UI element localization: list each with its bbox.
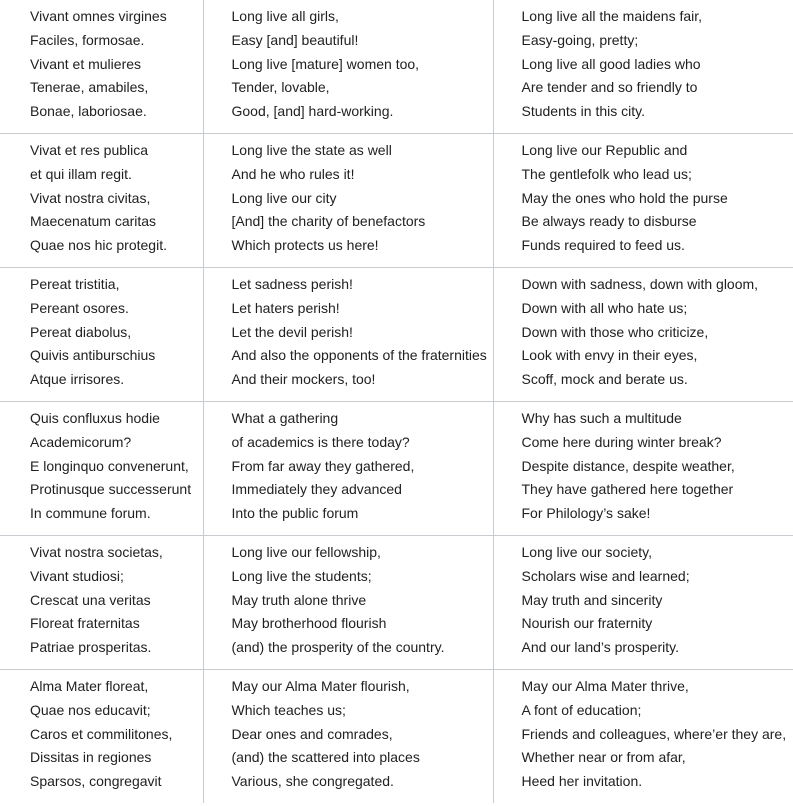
verse-line: Easy-going, pretty; (521, 31, 639, 48)
verse-line: Dissitas in regiones (30, 749, 152, 766)
verse-line: Come here during winter break? (521, 433, 722, 450)
verse-line: Despite distance, despite weather, (521, 457, 735, 474)
verse-line: Long live our city (231, 189, 337, 206)
verse-line: Long live all good ladies who (521, 55, 701, 72)
verse-line: And their mockers, too! (231, 371, 376, 388)
verse-line: Protinusque successerunt (30, 481, 192, 498)
verse-line: Patriae prosperitas. (30, 639, 152, 656)
verse-line: Immediately they advanced (231, 481, 402, 498)
verse-line: Down with sadness, down with gloom, (521, 275, 759, 292)
latin-original-cell (0, 267, 203, 401)
verse-line: They have gathered here together (521, 481, 734, 498)
verse-line: Be always ready to disburse (521, 213, 697, 230)
verse-line: Maecenatum caritas (30, 213, 157, 230)
verse-line: Atque irrisores. (30, 371, 125, 388)
stanza-row (0, 0, 793, 133)
verse-line: And also the opponents of the fraternities (231, 347, 487, 364)
verse-line: Dear ones and comrades, (231, 725, 393, 742)
literal-translation-cell (203, 133, 493, 267)
verse-line: [And] the charity of benefactors (231, 213, 426, 230)
verse-line: From far away they gathered, (231, 457, 415, 474)
verse-line: Into the public forum (231, 505, 359, 522)
verse-line: (and) the scattered into places (231, 749, 420, 766)
verse-line: Caros et commilitones, (30, 725, 173, 742)
stanza-row (0, 401, 793, 535)
verse-line: May our Alma Mater flourish, (231, 677, 410, 694)
verse-line: Scholars wise and learned; (521, 567, 690, 584)
verse-line: May truth and sincerity (521, 591, 663, 608)
stanza-row (0, 267, 793, 401)
verse-line: Quae nos hic protegit. (30, 237, 167, 254)
latin-original-cell (0, 0, 203, 133)
verse-line: In commune forum. (30, 505, 151, 522)
stanza-row (0, 535, 793, 669)
verse-line: Quivis antiburschius (30, 347, 156, 364)
verse-line: Pereat tristitia, (30, 275, 120, 292)
verse-translation-cell (493, 669, 793, 802)
verse-line: et qui illam regit. (30, 165, 132, 182)
verse-line: Academicorum? (30, 433, 132, 450)
verse-line: Funds required to feed us. (521, 237, 685, 254)
verse-line: Quae nos educavit; (30, 701, 151, 718)
verse-line: Pereat diabolus, (30, 323, 132, 340)
verse-line: Which teaches us; (231, 701, 346, 718)
verse-line: Vivat nostra civitas, (30, 189, 151, 206)
verse-line: Bonae, laboriosae. (30, 103, 147, 120)
verse-translation-cell (493, 133, 793, 267)
verse-line: Which protects us here! (231, 237, 379, 254)
verse-line: May brotherhood flourish (231, 615, 387, 632)
verse-line: Quis confluxus hodie (30, 409, 160, 426)
verse-line: Tender, lovable, (231, 79, 330, 96)
verse-line: of academics is there today? (231, 433, 410, 450)
verse-line: Scoff, mock and berate us. (521, 371, 688, 388)
verse-line: What a gathering (231, 409, 339, 426)
verse-line: E longinquo convenerunt, (30, 457, 189, 474)
verse-line: Down with all who hate us; (521, 299, 688, 316)
verse-line: Long live all the maidens fair, (521, 8, 703, 24)
stanza-row (0, 669, 793, 802)
verse-line: May truth alone thrive (231, 591, 367, 608)
verse-line: Vivat et res publica (30, 141, 149, 158)
verse-line: Floreat fraternitas (30, 615, 140, 632)
verse-line: Nourish our fraternity (521, 615, 653, 632)
verse-line: Various, she congregated. (231, 773, 394, 790)
verse-line: Faciles, formosae. (30, 31, 145, 48)
verse-line: Long live the state as well (231, 141, 392, 158)
verse-line: Let the devil perish! (231, 323, 353, 340)
verse-translation-cell (493, 535, 793, 669)
verse-line: Students in this city. (521, 103, 645, 120)
verse-line: Are tender and so friendly to (521, 79, 698, 96)
verse-line: Tenerae, amabiles, (30, 79, 149, 96)
verse-line: Long live [mature] women too, (231, 55, 420, 72)
verse-line: Friends and colleagues, where’er they are, (521, 725, 787, 742)
verse-line: Sparsos, congregavit (30, 773, 162, 790)
latin-original-cell (0, 133, 203, 267)
verse-line: Long live our Republic and (521, 141, 688, 158)
verse-line: Let haters perish! (231, 299, 340, 316)
stanza-row (0, 133, 793, 267)
verse-line: Heed her invitation. (521, 773, 643, 790)
verse-line: The gentlefolk who lead us; (521, 165, 692, 182)
literal-translation-cell (203, 267, 493, 401)
verse-line: Whether near or from afar, (521, 749, 686, 766)
literal-translation-cell (203, 0, 493, 133)
verse-line: Long live all girls, (231, 8, 339, 24)
verse-line: May our Alma Mater thrive, (521, 677, 689, 694)
verse-translation-cell (493, 0, 793, 133)
verse-line: Long live the students; (231, 567, 372, 584)
literal-translation-cell (203, 401, 493, 535)
verse-line: May the ones who hold the purse (521, 189, 728, 206)
literal-translation-cell (203, 669, 493, 802)
verse-line: Good, [and] hard-working. (231, 103, 394, 120)
verse-translation-cell (493, 267, 793, 401)
verse-line: Down with those who criticize, (521, 323, 709, 340)
verse-line: Crescat una veritas (30, 591, 151, 608)
verse-line: Pereant osores. (30, 299, 129, 316)
verse-line: Alma Mater floreat, (30, 677, 149, 694)
latin-original-cell (0, 669, 203, 802)
verse-line: And our land’s prosperity. (521, 639, 679, 656)
verse-line: (and) the prosperity of the country. (231, 639, 445, 656)
literal-translation-cell (203, 535, 493, 669)
verse-line: A font of education; (521, 701, 642, 718)
verse-line: And he who rules it! (231, 165, 355, 182)
verse-line: Vivant et mulieres (30, 55, 142, 72)
verse-translation-cell (493, 401, 793, 535)
verse-line: Vivant studiosi; (30, 567, 124, 584)
verse-line: Long live our fellowship, (231, 543, 381, 560)
latin-original-cell (0, 535, 203, 669)
verse-line: Look with envy in their eyes, (521, 347, 698, 364)
verse-line: Vivant omnes virgines (30, 8, 167, 24)
verse-line: Easy [and] beautiful! (231, 31, 359, 48)
verse-line: Long live our society, (521, 543, 652, 560)
verse-line: For Philology’s sake! (521, 505, 651, 522)
verse-line: Why has such a multitude (521, 409, 682, 426)
verse-line: Let sadness perish! (231, 275, 353, 292)
verse-line: Vivat nostra societas, (30, 543, 163, 560)
latin-original-cell (0, 401, 203, 535)
